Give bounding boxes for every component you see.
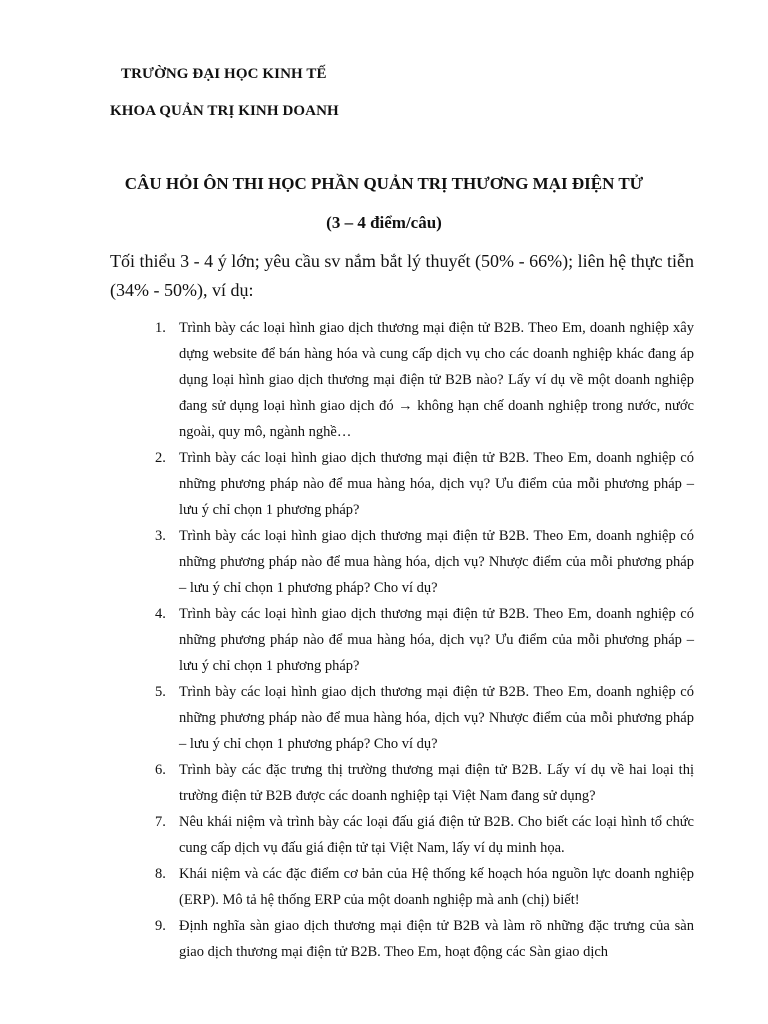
question-text: Trình bày các loại hình giao dịch thương mại điện tử B2B. Theo Em, doanh nghiệp có những phương pháp nào để mua hàng hóa, dịch vụ? Nhược điểm của mỗi phương pháp – lưu ý chỉ chọn 1 phương pháp? Cho ví dụ? <box>179 684 694 752</box>
question-text: Khái niệm và các đặc điểm cơ bản của Hệ thống kế hoạch hóa nguồn lực doanh nghiệp (ERP). Mô tả hệ thống ERP của một doanh nghiệp mà anh (chị) biết! <box>179 866 694 908</box>
question-number: 9. <box>155 918 166 934</box>
points-per-question: (3 – 4 điểm/câu) <box>326 213 442 232</box>
question-item <box>110 913 694 965</box>
document-title: CÂU HỎI ÔN THI HỌC PHẦN QUẢN TRỊ THƯƠNG MẠI ĐIỆN TỬ <box>124 174 644 193</box>
question-text: Trình bày các đặc trưng thị trường thương mại điện tử B2B. Lấy ví dụ về hai loại thị trường điện tử B2B được các doanh nghiệp tại Việt Nam đang sử dụng? <box>179 762 694 804</box>
question-number: 5. <box>155 684 166 700</box>
question-number: 7. <box>155 814 166 830</box>
question-list <box>110 315 694 965</box>
question-item <box>110 679 694 757</box>
question-item <box>110 601 694 679</box>
question-number: 4. <box>155 606 166 622</box>
question-text: Định nghĩa sàn giao dịch thương mại điện tử B2B và làm rõ những đặc trưng của sàn giao dịch thương mại điện tử B2B. Theo Em, hoạt động các Sàn giao dịch <box>179 918 694 960</box>
question-text: Trình bày các loại hình giao dịch thương mại điện tử B2B. Theo Em, doanh nghiệp có những phương pháp nào để mua hàng hóa, dịch vụ? Nhược điểm của mỗi phương pháp – lưu ý chỉ chọn 1 phương pháp? Cho ví dụ? <box>179 528 694 596</box>
question-item <box>110 757 694 809</box>
question-item <box>110 445 694 523</box>
question-item <box>110 809 694 861</box>
question-text: Trình bày các loại hình giao dịch thương mại điện tử B2B. Theo Em, doanh nghiệp có những phương pháp nào để mua hàng hóa, dịch vụ? Ưu điểm của mỗi phương pháp – lưu ý chỉ chọn 1 phương pháp? <box>179 606 694 674</box>
question-text: Trình bày các loại hình giao dịch thương mại điện tử B2B. Theo Em, doanh nghiệp có những phương pháp nào để mua hàng hóa, dịch vụ? Ưu điểm của mỗi phương pháp – lưu ý chỉ chọn 1 phương pháp? <box>179 450 694 518</box>
question-number: 6. <box>155 762 166 778</box>
question-text: Trình bày các loại hình giao dịch thương mại điện tử B2B. Theo Em, doanh nghiệp xây dựng website để bán hàng hóa và cung cấp dịch vụ cho các doanh nghiệp khác đang áp dụng loại hình giao dịch thương mại điện tử B2B nào? Lấy ví dụ về một doanh nghiệp đang sử dụng loại hình giao dịch đó → không hạn chế doanh nghiệp trong nước, nước ngoài, quy mô, ngành nghề… <box>179 320 694 440</box>
question-number: 8. <box>155 866 166 882</box>
question-item <box>110 315 694 445</box>
question-item <box>110 523 694 601</box>
intro-paragraph: Tối thiểu 3 - 4 ý lớn; yêu cầu sv nắm bắt lý thuyết (50% - 66%); liên hệ thực tiễn (34% - 50%), ví dụ: <box>110 251 694 300</box>
question-number: 2. <box>155 450 166 466</box>
question-item <box>110 861 694 913</box>
question-text: Nêu khái niệm và trình bày các loại đấu giá điện tử B2B. Cho biết các loại hình tổ chức cung cấp dịch vụ đấu giá điện tử tại Việt Nam, lấy ví dụ minh họa. <box>179 814 694 856</box>
question-number: 3. <box>155 528 166 544</box>
university-name: TRƯỜNG ĐẠI HỌC KINH TẾ <box>121 66 327 82</box>
question-number: 1. <box>155 320 166 336</box>
faculty-name: KHOA QUẢN TRỊ KINH DOANH <box>110 103 339 119</box>
